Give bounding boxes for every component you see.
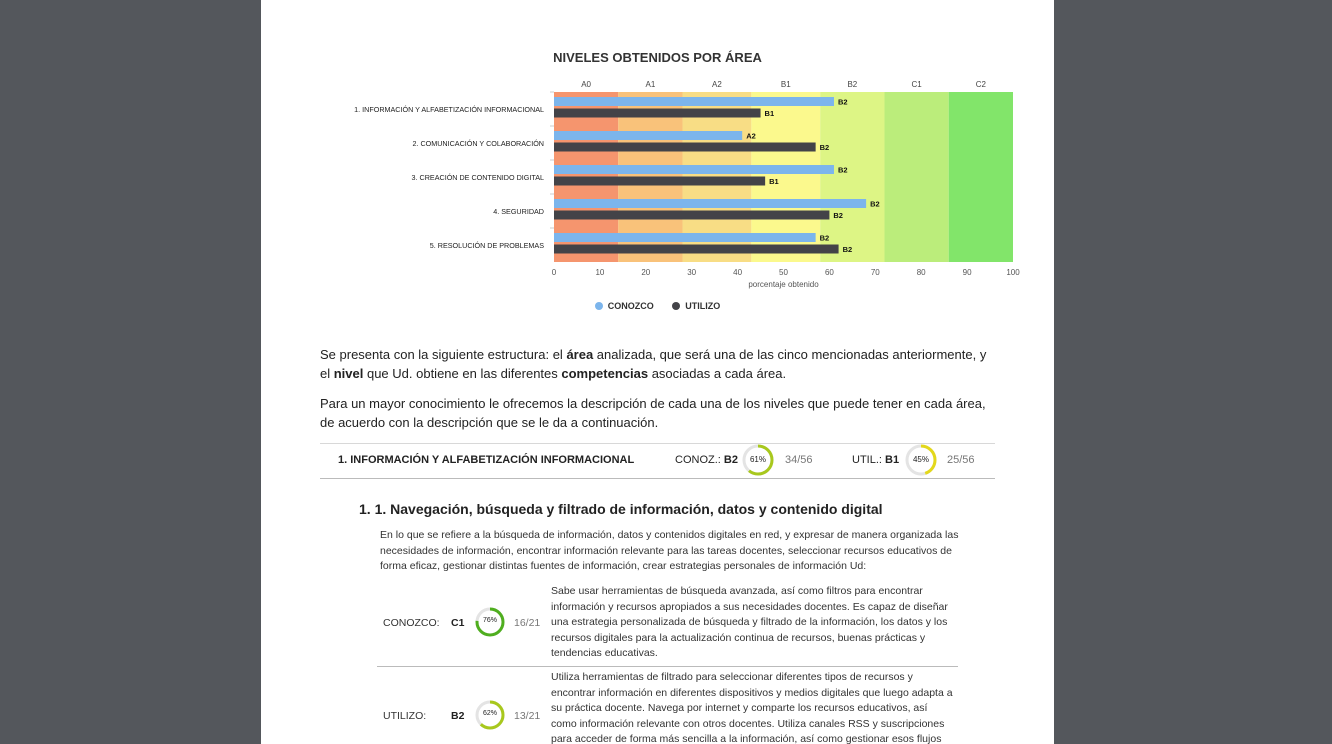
- bar-utilizo: [554, 211, 829, 220]
- bar-data-label: B1: [764, 109, 775, 118]
- x-tick-label: 40: [733, 268, 743, 277]
- bar-utilizo: [554, 177, 765, 186]
- intro-emphasis: área: [566, 347, 594, 362]
- conoz-label: CONOZ.: B2: [675, 454, 738, 466]
- x-tick-label: 30: [687, 268, 697, 277]
- x-tick-label: 100: [1006, 268, 1020, 277]
- intro-emphasis: competencias: [561, 366, 649, 381]
- competence-title: 1. 1. Navegación, búsqueda y filtrado de información, datos y contenido digital: [359, 501, 883, 517]
- x-tick-label: 70: [870, 268, 880, 277]
- levels-paragraph: Para un mayor conocimiento le ofrecemos la descripción de cada una de los niveles que puede tener en cada área, de acuerdo con la descripción que se le da a continuación.: [320, 396, 986, 430]
- chart-legend: [261, 301, 1054, 311]
- category-label: 5. RESOLUCIÓN DE PROBLEMAS: [429, 241, 544, 250]
- intro-text: Se presenta con la siguiente estructura: el: [320, 347, 567, 362]
- row-label: CONOZCO:: [383, 617, 440, 629]
- conoz-level: B2: [723, 454, 738, 466]
- area-name: 1. INFORMACIÓN Y ALFABETIZACIÓN INFORMACIONAL: [338, 454, 635, 466]
- row-level: B2: [451, 710, 465, 722]
- competence-description: En lo que se refiere a la búsqueda de información, datos y contenidos digitales en red, y expresar de manera organizada las necesidades de información, encontrar información relevante para las tareas docentes, seleccionar recursos educativos de forma eficaz, gestionar distintas fuentes de información, crear estrategias personales de información Ud:: [380, 529, 959, 572]
- levels-bar-chart: [261, 0, 1054, 300]
- level-band-c2: [949, 92, 1013, 262]
- category-label: 3. CREACIÓN DE CONTENIDO DIGITAL: [411, 173, 544, 182]
- level-band-label: C1: [911, 80, 922, 89]
- level-band-c1: [884, 92, 948, 262]
- bar-utilizo: [554, 245, 839, 254]
- x-tick-label: 80: [916, 268, 926, 277]
- bar-data-label: B1: [769, 177, 779, 186]
- legend-marker: [672, 302, 680, 310]
- category-label: 4. SEGURIDAD: [493, 207, 544, 216]
- row-progress-ring: [475, 607, 505, 637]
- conoz-percent: 61%: [749, 455, 766, 464]
- row-fraction: 16/21: [514, 617, 541, 629]
- bar-conozco: [554, 131, 742, 140]
- util-fraction: 25/56: [947, 454, 975, 466]
- x-axis-label: porcentaje obtenido: [748, 280, 819, 289]
- category-label: 2. COMUNICACIÓN Y COLABORACIÓN: [412, 139, 544, 148]
- row-percent: 62%: [482, 710, 497, 717]
- bar-conozco: [554, 97, 834, 106]
- x-tick-label: 60: [824, 268, 834, 277]
- row-divider: [377, 666, 958, 667]
- row-description: Sabe usar herramientas de búsqueda avanzada, así como filtros para encontrar información y recursos apropiados a sus necesidades docentes. Es capaz de diseñar una estrategia personalizada de búsqueda y filtrado de la información, los datos y los recursos digitales para la actualización continua de recursos, buenas prácticas y tendencias educativas.: [551, 585, 948, 659]
- legend-marker: [595, 302, 603, 310]
- bar-data-label: A2: [746, 131, 756, 141]
- util-label: UTIL.: B1: [852, 454, 900, 466]
- level-band-label: B2: [847, 80, 858, 89]
- level-band-label: B1: [780, 80, 791, 89]
- legend-item-conozco[interactable]: [595, 301, 654, 311]
- bar-conozco: [554, 165, 834, 174]
- bar-data-label: B2: [870, 199, 880, 209]
- util-progress-ring: [905, 444, 937, 476]
- conoz-progress-ring: [742, 444, 774, 476]
- level-band-label: A2: [712, 80, 722, 89]
- bar-utilizo: [554, 109, 761, 118]
- level-band-label: C2: [975, 80, 986, 89]
- bar-conozco: [554, 199, 866, 208]
- legend-item-utilizo[interactable]: [672, 301, 720, 311]
- level-band-label: A1: [645, 80, 656, 89]
- level-band-label: A0: [581, 80, 592, 89]
- row-fraction: 13/21: [514, 710, 541, 722]
- util-percent: 45%: [912, 455, 929, 464]
- intro-text: asociadas a cada área.: [648, 366, 787, 381]
- row-description: Utiliza herramientas de filtrado para seleccionar diferentes tipos de recursos y encontrar información en diferentes dispositivos y medios digitales que luego adapta a su práctica docente. Navega por internet y comparte los recursos educativos, así como información relevante con otros docentes. Utiliza canales RSS y suscripciones para acceder de forma más sencilla a la información, así como gestionar esos flujos: [551, 671, 953, 744]
- chart-title: NIVELES OBTENIDOS POR ÁREA: [553, 50, 762, 65]
- x-tick-label: 0: [551, 268, 557, 277]
- conoz-fraction: 34/56: [785, 454, 813, 466]
- row-percent: 76%: [482, 617, 497, 624]
- x-tick-label: 90: [962, 268, 972, 277]
- bar-data-label: B2: [833, 211, 843, 220]
- bar-utilizo: [554, 143, 816, 152]
- intro-text: que Ud. obtiene en las diferentes: [363, 366, 562, 381]
- bar-data-label: B2: [837, 97, 848, 107]
- x-tick-label: 50: [779, 268, 788, 277]
- row-label: UTILIZO:: [383, 710, 427, 722]
- intro-paragraph: [320, 345, 1000, 383]
- legend-label: CONOZCO: [607, 301, 654, 311]
- row-level: C1: [451, 617, 465, 629]
- x-tick-label: 20: [641, 268, 651, 277]
- x-tick-label: 10: [595, 268, 605, 277]
- intro-text: analizada, que será una de las cinco mencionadas anteriormente, y el: [320, 347, 987, 381]
- bar-conozco: [554, 233, 816, 242]
- competence-row-conozco: [377, 584, 958, 664]
- intro-emphasis: nivel: [333, 366, 364, 381]
- bar-data-label: B2: [819, 233, 830, 243]
- level-band-b2: [820, 92, 884, 262]
- category-label: 1. INFORMACIÓN Y ALFABETIZACIÓN INFORMACIONAL: [354, 105, 544, 114]
- document-page: [261, 0, 1054, 744]
- area-summary-row[interactable]: [320, 443, 995, 479]
- legend-label: UTILIZO: [685, 301, 721, 311]
- row-progress-ring: [475, 700, 505, 730]
- bar-data-label: B2: [837, 165, 848, 175]
- competence-row-utilizo: [377, 670, 958, 744]
- util-level: B1: [885, 454, 900, 466]
- bar-data-label: B2: [819, 143, 830, 152]
- bar-data-label: B2: [842, 245, 853, 254]
